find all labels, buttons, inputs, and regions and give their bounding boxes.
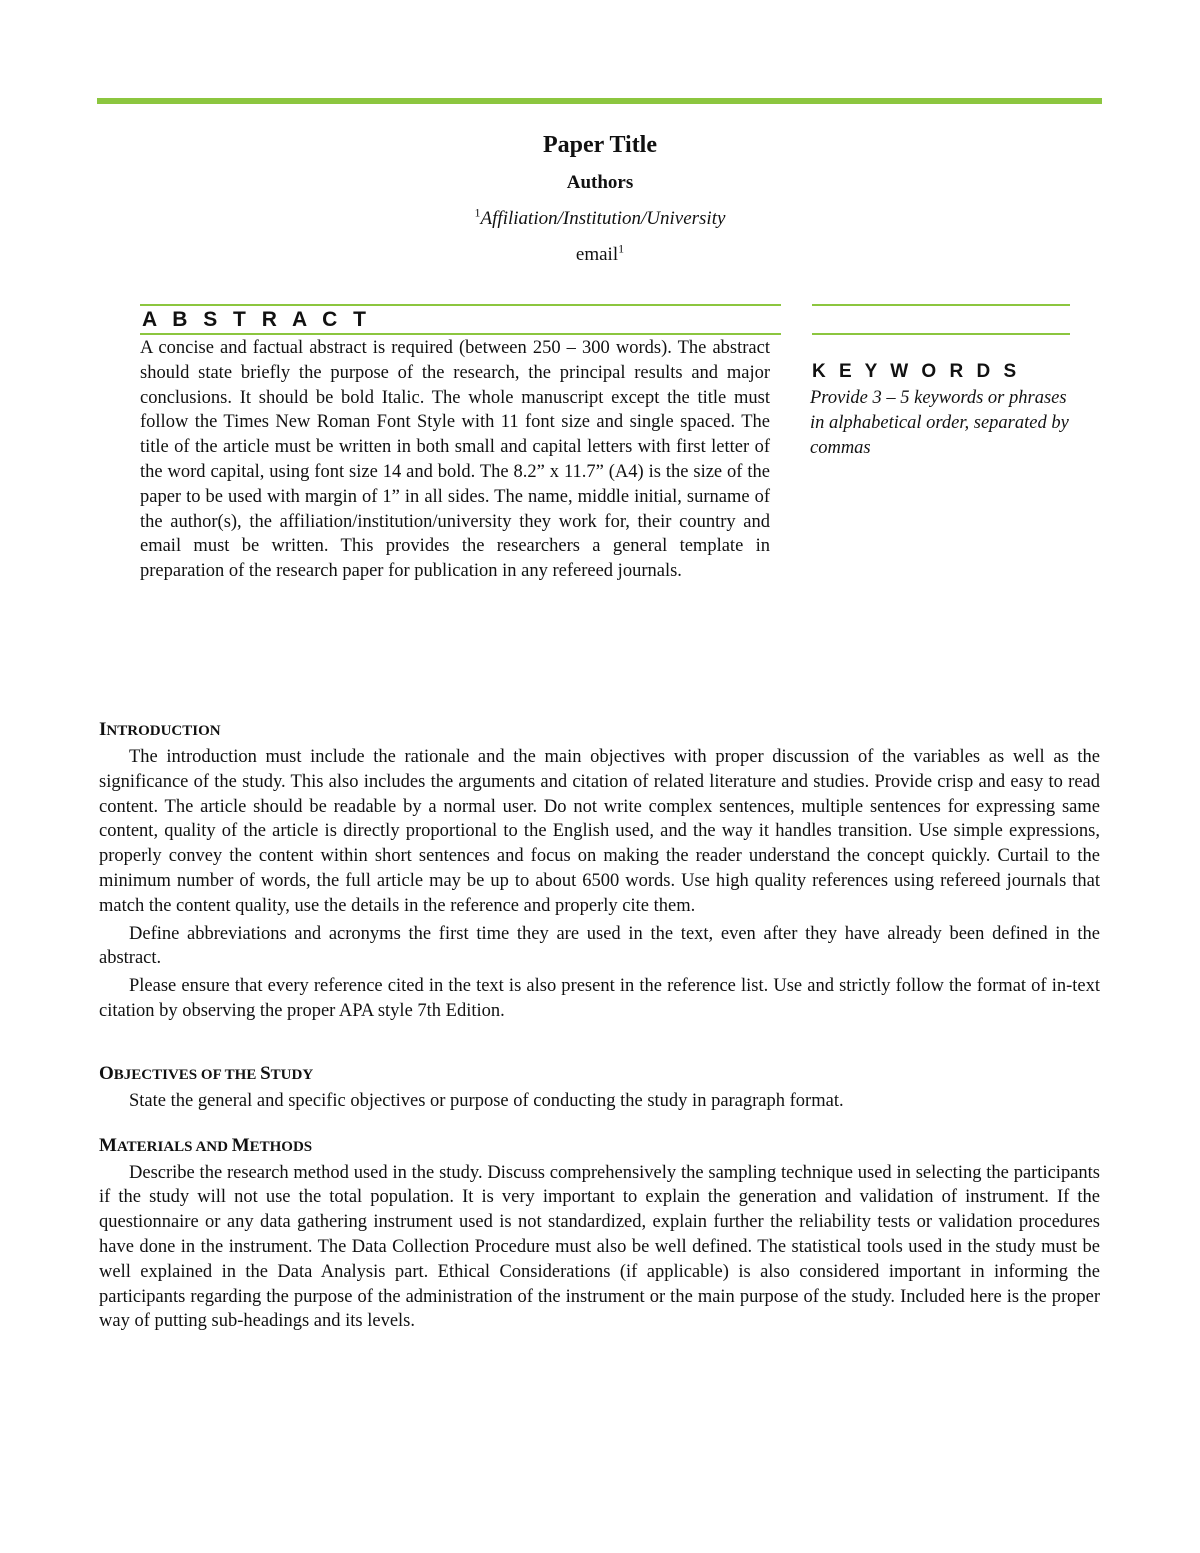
spacer <box>99 1024 1100 1060</box>
introduction-paragraph-1: The introduction must include the rationale and the main objectives with proper discussion of the variables as well as the significance of the study. This also includes the arguments and citation of related literature and studies. Provide crisp and easy to read content. The article should be readable by a normal user. Do not write complex sentences, multiple sentences for expressing same content, quality of the article is directly proportional to the English used, and the way it handles transition. Use simple expressions, properly convey the content within short sentences and focus on making the reader understand the concept quickly. Curtail to the minimum number of words, the full article may be up to about 6500 words. Use high quality references using refereed journals that match the content quality, use the details in the reference and properly cite them. <box>99 747 1100 916</box>
introduction-heading-rest: NTRODUCTION <box>106 723 221 739</box>
keywords-second-rule <box>812 333 1070 335</box>
methods-heading-initial-2: M <box>231 1134 250 1156</box>
abstract-heading: A B S T R A C T <box>142 308 371 331</box>
objectives-paragraph: State the general and specific objectives or purpose of conducting the study in paragraph format. <box>129 1090 844 1111</box>
methods-heading-part: ATERIALS AND <box>116 1138 232 1155</box>
main-body <box>99 716 1100 1334</box>
objectives-heading <box>99 1060 1100 1089</box>
introduction-heading-initial: I <box>99 719 107 740</box>
introduction-paragraph-3: Please ensure that every reference cited in the text is also present in the reference list. Use and strictly follow the format of in-text citation by observing the proper APA style 7th Edition. <box>99 976 1100 1021</box>
methods-heading-initial: M <box>99 1134 117 1156</box>
authors: Authors <box>566 172 634 193</box>
email-superscript: 1 <box>618 241 625 256</box>
paper-title: Paper Title <box>543 132 657 158</box>
email <box>0 242 1200 268</box>
top-accent-rule <box>97 98 1102 104</box>
methods-paragraph: Describe the research method used in the study. Discuss comprehensively the sampling technique used in selecting the participants if the study will not use the total population. It is very important to explain the generation and validation of instrument. If the questionnaire or any data gathering instrument used is not standardized, explain further the reliability tests or validation procedures have done in the instrument. The Data Collection Procedure must also be well defined. The statistical tools used in the study must be well explained in the Data Analysis part. Ethical Considerations (if applicable) is also considered important in informing the participants regarding the purpose of the administration of the instrument or the main purpose of the study. Included here is the proper way of putting sub-headings and its levels. <box>99 1162 1100 1332</box>
keywords-top-rule <box>812 304 1070 306</box>
introduction-paragraph-2: Define abbreviations and acronyms the first time they are used in the text, even after they have already been defined in the abstract. <box>99 923 1100 969</box>
email-text: email <box>575 244 619 265</box>
objectives-heading-initial: O <box>99 1062 114 1084</box>
title-block <box>0 128 1200 268</box>
objectives-heading-part: BJECTIVES OF THE <box>113 1066 261 1083</box>
keywords-text: Provide 3 – 5 keywords or phrases in alphabetical order, separated by commas <box>810 388 1069 458</box>
abstract-text: A concise and factual abstract is required (between 250 – 300 words). The abstract should state briefly the purpose of the research, the principal results and major conclusions. It should be bold Italic. The whole manuscript except the title must follow the Times New Roman Font Style with 11 font size and single spaced. The title of the article must be written in both small and capital letters with first letter of the word capital, using font size 14 and bold. The 8.2” x 11.7” (A4) is the size of the paper to be used with margin of 1” in all sides. The name, middle initial, surname of the author(s), the affiliation/institution/university they work for, their country and email must be written. This provides the researchers a general template in preparation of the research paper for publication in any refereed journals. <box>140 338 770 582</box>
objectives-heading-end: TUDY <box>270 1066 314 1083</box>
keywords-heading: K E Y W O R D S <box>812 361 1021 382</box>
introduction-heading <box>99 716 1100 745</box>
affiliation-text: Affiliation/Institution/University <box>480 208 726 229</box>
affiliation <box>0 206 1200 232</box>
methods-heading <box>99 1132 1100 1161</box>
methods-heading-end: ETHODS <box>249 1138 313 1155</box>
spacer <box>99 1114 1100 1132</box>
affiliation-superscript: 1 <box>474 205 481 220</box>
objectives-heading-initial-2: S <box>260 1062 271 1084</box>
